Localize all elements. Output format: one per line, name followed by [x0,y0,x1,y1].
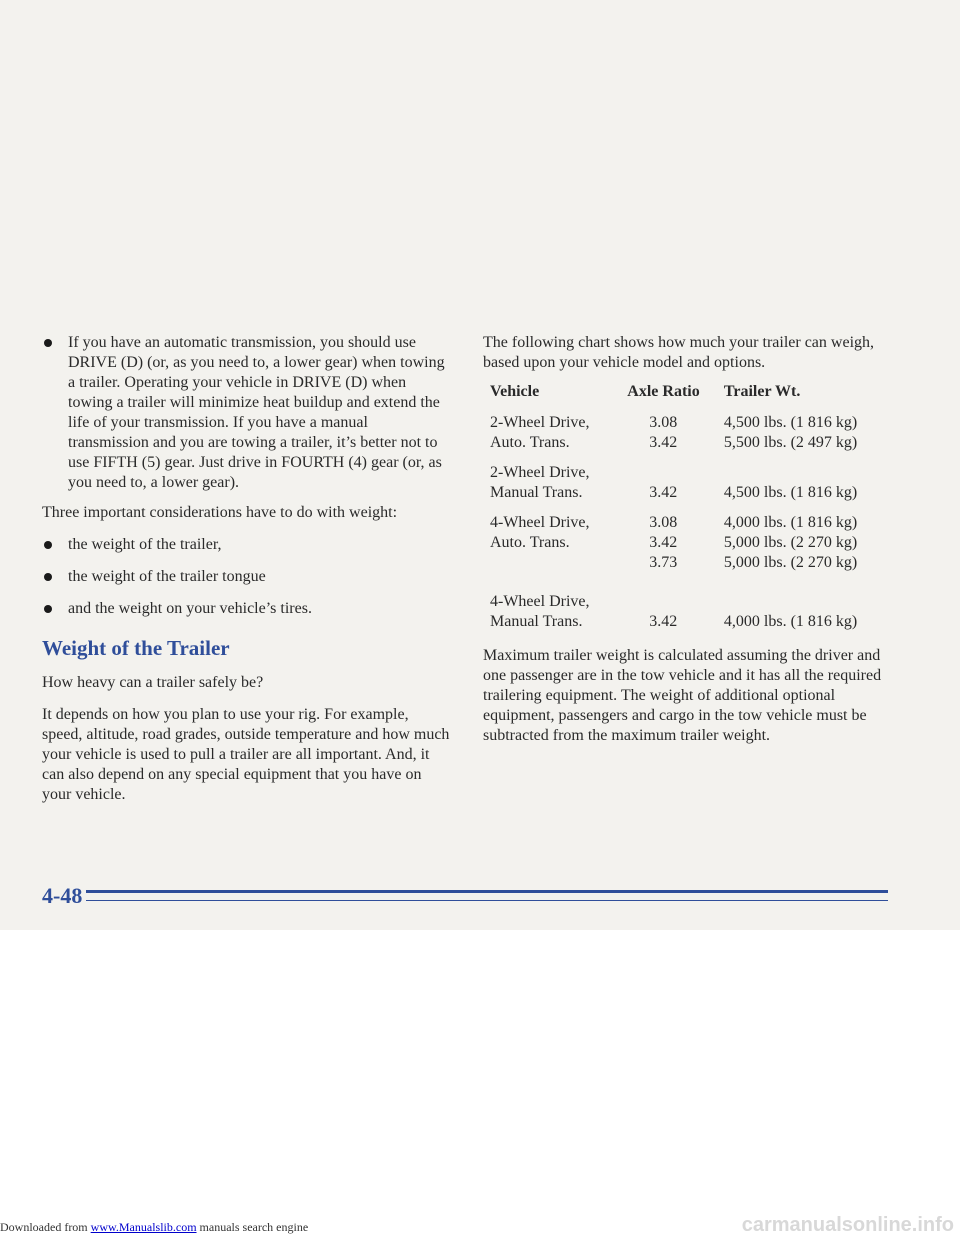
vehicle-cell: 2-Wheel Drive, [490,464,590,481]
footer-rule-thin [86,900,888,901]
header-trailer-wt: Trailer Wt. [723,383,801,400]
trailer-weight-cell: 4,500 lbs. (1 816 kg) [723,414,858,431]
trailer-weight-cell: 5,000 lbs. (2 270 kg) [723,554,858,571]
maximum-weight-note: Maximum trailer weight is calculated assuming the driver and one passenger are in the tow vehicle and it has all the required trailering equipment. The weight of additional optional equipment, passengers and cargo in the tow vehicle must be subtracted from the maximum trailer weight. [483,647,882,744]
header-vehicle: Vehicle [490,383,540,400]
bullet-tire-weight [42,599,450,619]
vehicle-cell: Manual Trans. [490,613,583,630]
bullet-text: and the weight on your vehicle’s tires. [68,600,312,617]
bullet-trailer-weight [42,535,450,555]
header-axle-ratio: Axle Ratio [627,383,700,400]
bullet-tongue-weight [42,567,450,587]
manualslib-link[interactable]: www.Manualslib.com [90,1220,197,1234]
axle-ratio-cell: 3.42 [649,434,678,451]
table-header-row [490,383,883,413]
trailer-weight-table [490,383,883,632]
table-row [490,592,883,612]
axle-ratio-cell: 3.42 [649,534,678,551]
axle-ratio-cell: 3.42 [649,613,678,630]
vehicle-cell: Auto. Trans. [490,434,570,451]
bullet-dot-icon [44,339,52,347]
table-row [490,413,883,433]
axle-ratio-cell: 3.08 [649,414,678,431]
table-row [490,612,883,632]
table-row [490,433,883,453]
right-column [483,333,883,746]
page-footer [42,881,888,911]
download-suffix: manuals search engine [199,1220,309,1234]
vehicle-cell: Auto. Trans. [490,534,570,551]
left-column [42,333,450,805]
chart-intro: The following chart shows how much your trailer can weigh, based upon your vehicle model and options. [483,334,875,371]
footer-rule [86,890,888,893]
weight-considerations-intro: Three important considerations have to do with weight: [42,504,398,521]
section-question: How heavy can a trailer safely be? [42,674,264,691]
axle-ratio-cell: 3.08 [649,514,678,531]
table-row [490,513,883,533]
table-row [490,463,883,483]
bullet-dot-icon [44,541,52,549]
trailer-weight-cell: 4,000 lbs. (1 816 kg) [723,514,858,531]
bullet-text: If you have an automatic transmission, you should use DRIVE (D) (or, as you need to, a lower gear) when towing a trailer. Operating your vehicle in DRIVE (D) when towing a trailer will minimize heat buildup and extend the life of your transmission. If you have a manual transmission and you are towing a trailer, it’s better not to use FIFTH (5) gear. Just drive in FOURTH (4) gear (or, as you need to, a lower gear). [68,334,445,491]
section-paragraph: It depends on how you plan to use your rig. For example, speed, altitude, road grades, outside temperature and how much your vehicle is used to pull a trailer are all important. And, it can also depend on any special equipment that you have on your vehicle. [42,706,450,803]
watermark: carmanualsonline.info [741,1214,954,1236]
bullet-automatic-transmission [42,333,450,493]
vehicle-cell: 2-Wheel Drive, [490,414,590,431]
bullet-dot-icon [44,573,52,581]
vehicle-cell: 4-Wheel Drive, [490,593,590,610]
download-attribution [0,1220,308,1235]
vehicle-cell: Manual Trans. [490,484,583,501]
table-row [490,533,883,553]
page-number: 4-48 [42,883,83,908]
vehicle-cell: 4-Wheel Drive, [490,514,590,531]
axle-ratio-cell: 3.73 [649,554,678,571]
table-row [490,483,883,503]
section-heading: Weight of the Trailer [42,636,230,660]
trailer-weight-cell: 4,500 lbs. (1 816 kg) [723,484,858,501]
trailer-weight-cell: 5,000 lbs. (2 270 kg) [723,534,858,551]
trailer-weight-cell: 5,500 lbs. (2 497 kg) [723,434,858,451]
trailer-weight-cell: 4,000 lbs. (1 816 kg) [723,613,858,630]
bullet-text: the weight of the trailer tongue [68,568,266,585]
download-prefix: Downloaded from [0,1220,88,1234]
bullet-text: the weight of the trailer, [68,536,222,553]
table-row [490,553,883,573]
bullet-dot-icon [44,605,52,613]
axle-ratio-cell: 3.42 [649,484,678,501]
